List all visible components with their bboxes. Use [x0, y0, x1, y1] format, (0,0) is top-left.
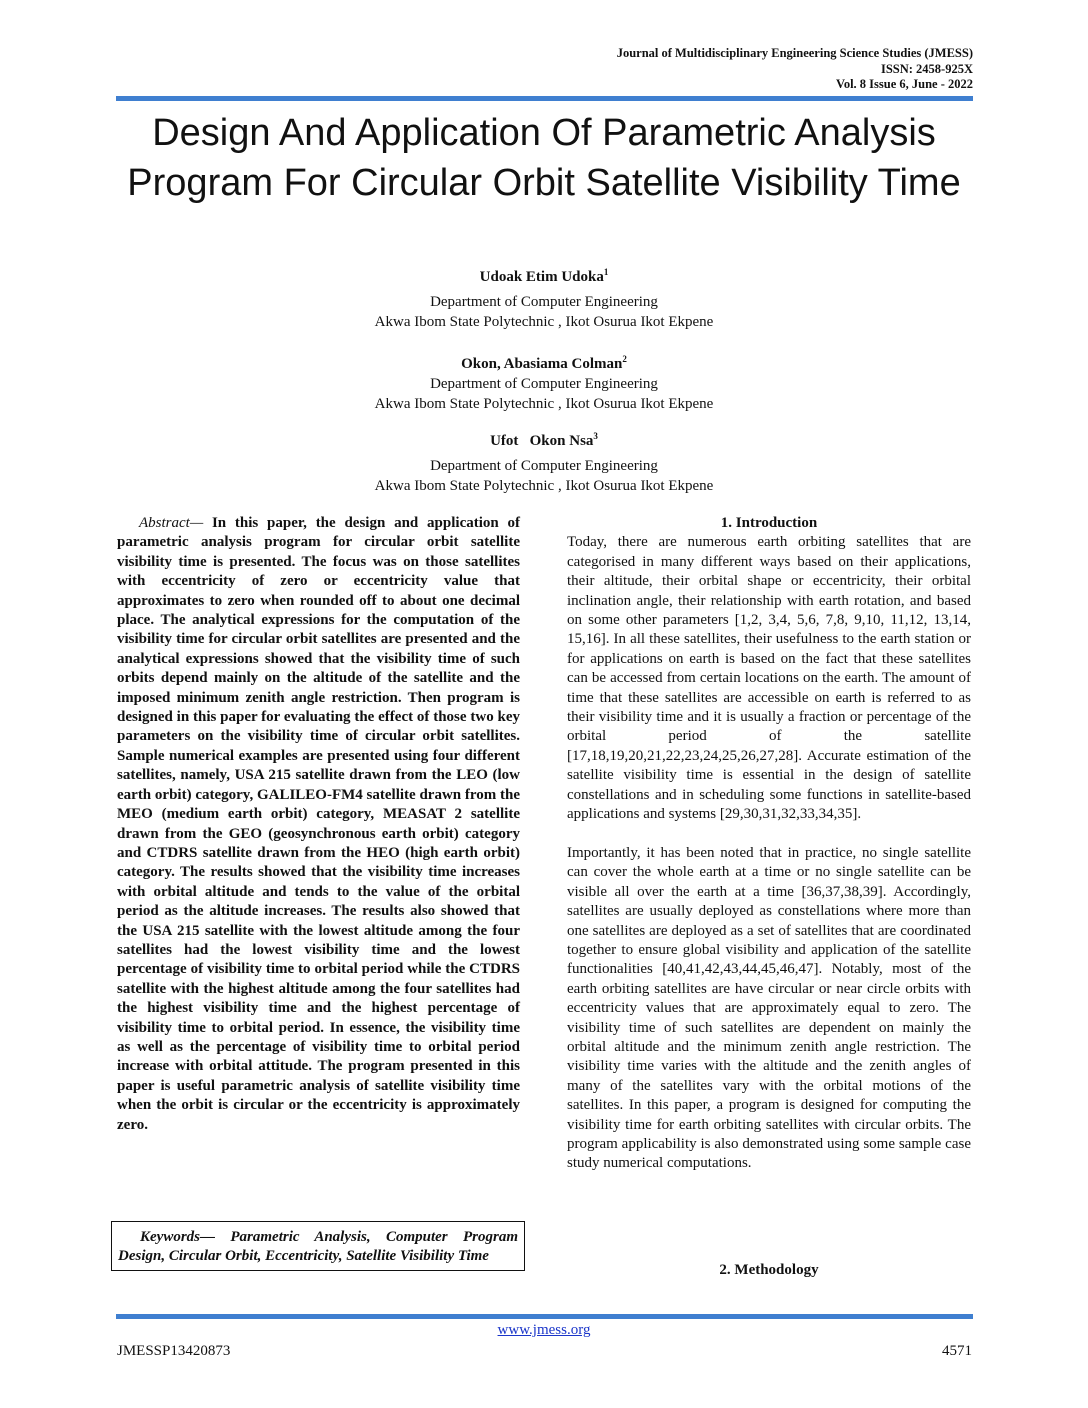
author-institution: Akwa Ibom State Polytechnic , Ikot Osurua Ikot Ekpene: [374, 396, 714, 412]
abstract-label: Abstract—: [139, 515, 212, 531]
right-column: [567, 514, 971, 1174]
journal-name: Journal of Multidisciplinary Engineering Science Studies (JMESS): [616, 46, 973, 60]
journal-volume: Vol. 8 Issue 6, June - 2022: [835, 77, 973, 91]
paragraph-gap: [567, 825, 971, 844]
abstract: [117, 514, 520, 1135]
keywords-box: Keywords— Parametric Analysis, Computer Program Design, Circular Orbit, Eccentricity, Satellite Visibility Time: [111, 1221, 525, 1271]
footer-rule: [116, 1314, 973, 1319]
journal-header: [617, 46, 973, 93]
abstract-text: In this paper, the design and application of parametric analysis program for circular orbit satellite visibility time is presented. The focus was on those satellites with eccentricity of zero or eccentricity value that approximates to zero when rounded off to about one decimal place. The analytical expressions for the computation of the visibility time for circular orbit satellites are presented and the analytical expressions showed that the visibility time of such orbits depend mainly on the altitude of the satellite and the imposed minimum zenith angle restriction. Then program is designed in this paper for evaluating the effect of those two key parameters on the visibility time of circular orbit satellites. Sample numerical examples are presented using four different satellites, namely, USA 215 satellite drawn from the LEO (low earth orbit) category, GALILEO-FM4 satellite drawn from the MEO (medium earth orbit) category, MEASAT 2 satellite drawn from the GEO (geosynchronous earth orbit) category and CTDRS satellite drawn from the HEO (high earth orbit) category. The results showed that the visibility time increases with orbital altitude and tends to the value of the orbital period as the altitude increases. The results also showed that the USA 215 satellite with the lowest altitude among the four satellites had the lowest visibility time and the lowest percentage of visibility time to orbital period while the CTDRS satellite with the highest altitude among the four satellites had the highest visibility time and the highest percentage of visibility time to orbital period. In essence, the visibility time as well as the percentage of visibility time to orbital period increase with orbital attitude. The program presented in this paper is useful parametric analysis of satellite visibility time when the orbit is circular or the eccentricity is approximately zero.: [117, 515, 520, 1133]
author-institution: Akwa Ibom State Polytechnic , Ikot Osurua Ikot Ekpene: [374, 478, 714, 494]
author-department: Department of Computer Engineering: [430, 458, 658, 474]
author-name: Okon, Abasiama Colman$^2$: [461, 354, 627, 372]
author-affiliation-3: [0, 456, 1088, 496]
author-affiliation-1: [0, 292, 1088, 332]
author-department: Department of Computer Engineering: [430, 294, 658, 310]
paper-id: JMESSP13420873: [117, 1343, 231, 1359]
journal-url-link[interactable]: www.jmess.org: [497, 1322, 591, 1338]
header-rule: [116, 96, 973, 101]
author-institution: Akwa Ibom State Polytechnic , Ikot Osurua Ikot Ekpene: [374, 314, 714, 330]
author-block-3: [0, 426, 1088, 451]
journal-issn: ISSN: 2458-925X: [880, 61, 973, 76]
page-number: 4571: [942, 1343, 972, 1359]
author-block-2: [0, 349, 1088, 414]
section-heading-introduction: 1. Introduction: [720, 515, 818, 531]
intro-paragraph-2: Importantly, it has been noted that in practice, no single satellite can cover the whole earth at a time or no single satellite can be visible all over the earth at a time [36,37,38,39]. Accordingly, satellites are usually deployed as constellations where more than one satellites are deployed as a set of satellites that are coordinated together to ensure global visibility and application of the satellite functionalities [40,41,42,43,44,45,46,47]. Notably, most of the earth orbiting satellites are have circular or near circle orbits with eccentricity values that are approximately equal to zero. The visibility time of such satellites are dependent on mainly the orbital altitude and the minimum zenith angle restriction. The visibility time varies with the altitude and the zenith angles of many of the satellites vary with the orbital motions of the satellites. In this paper, a program is designed for computing the visibility time for earth orbiting satellites with circular orbits. The program applicability is also demonstrated using some sample case study numerical computations.: [567, 844, 971, 1172]
section-heading-methodology: 2. Methodology: [719, 1262, 819, 1278]
author-block-1: [0, 262, 1088, 287]
author-department: Department of Computer Engineering: [430, 376, 658, 392]
author-name: Ufot Okon Nsa$^3$: [490, 431, 598, 449]
paper-title: Design And Application Of Parametric Analysis Program For Circular Orbit Satellite Visibility Time: [127, 112, 961, 204]
author-name: Udoak Etim Udoka$^1$: [479, 267, 609, 285]
intro-paragraph-1: Today, there are numerous earth orbiting satellites that are categorised in many different ways based on their applications, their altitude, their orbital shape or eccentricity, their orbital inclination angle, their relationship with earth rotation, and based on some other parameters [1,2, 3,4, 5,6, 7,8, 9,10, 11,12, 13,14, 15,16]. In all these satellites, their usefulness to the earth station or for applications on earth is based on the fact that these satellites can be accessed from certain locations on the earth. The amount of time that these satellites are accessible on earth is referred to as their visibility time and it is usually a fraction or percentage of the orbital period of the satellite [17,18,19,20,21,22,23,24,25,26,27,28]. Accurate estimation of the satellite visibility time is essential in the design of satellite constellations and in scheduling some functions in satellite-based applications and systems [29,30,31,32,33,34,35].: [567, 534, 971, 823]
left-column: [117, 514, 520, 1135]
